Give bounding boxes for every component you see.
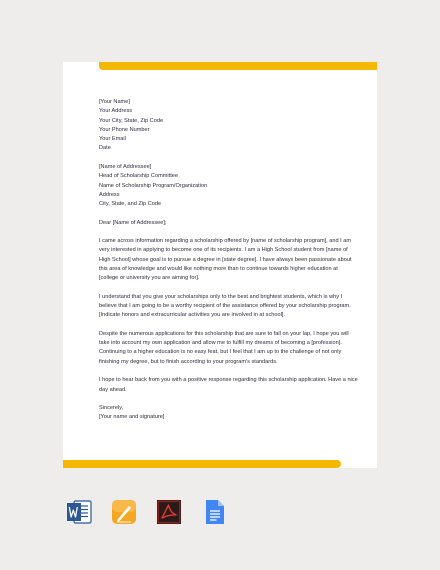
sender-city: Your City, State, Zip Code (99, 117, 164, 124)
closing-block (99, 404, 349, 423)
paragraph-4 (99, 376, 358, 395)
recipient-title: Head of Scholarship Committee (99, 173, 178, 180)
google-docs-icon[interactable] (201, 499, 227, 525)
recipient-name: [Name of Addressee] (99, 163, 152, 170)
paragraph-line: I hope to hear back from you with a positive response regarding this scholarship application. Have a nice (99, 377, 358, 384)
paragraph-line: High School] whose goal is to pursue a degree in [state degree]. I have always been passionate about (99, 256, 352, 263)
paragraph-line: Continuing to a higher education is no easy feat, but I feel that I am up to the challenge of not only (99, 349, 342, 356)
paragraph-line: finishing my degree, but to finish according to your program's standards. (99, 358, 278, 365)
recipient-address: Address (99, 191, 120, 198)
recipient-city: City, State, and Zip Code (99, 201, 162, 208)
sender-name: [Your Name] (99, 99, 130, 105)
sender-block (99, 98, 349, 154)
sender-phone: Your Phone Number (99, 126, 150, 133)
paragraph-line: I understand that you give your scholarships only to the best and brightest students, which is why I (99, 293, 343, 300)
paragraph-line: this area of knowledge and would like nothing more than to continue towards higher education at (99, 266, 338, 273)
letter-body (99, 98, 358, 423)
salutation: Dear [Name of Addressee]; (99, 219, 167, 226)
paragraph-line: Despite the numerous applications for this scholarship that are sure to fall on your lap, I hope you will (99, 330, 349, 337)
sender-email: Your Email (99, 136, 126, 143)
paragraph-3 (99, 330, 349, 367)
paragraph-line: take into account my own application and allow me to fulfill my dreams of becoming a [profession]. (99, 340, 342, 347)
paragraph-line: [college or university you are aiming for]. (99, 275, 200, 282)
word-icon[interactable] (66, 499, 92, 525)
document-page (63, 62, 377, 468)
recipient-block (99, 163, 349, 209)
sender-address: Your Address (99, 108, 133, 115)
pages-icon[interactable] (111, 499, 137, 525)
recipient-organization: Name of Scholarship Program/Organization (99, 182, 208, 189)
bottom-accent-bar (63, 460, 341, 468)
paragraph-line: day ahead. (99, 386, 127, 393)
letter-date: Date (99, 145, 111, 152)
paragraph-line: very interested in applying to become one of its recipients. I am a High School student from [name of (99, 247, 348, 254)
top-accent-bar (99, 62, 377, 70)
paragraph-line: [Indicate honors and extracurricular activities you are involved in at school]. (99, 312, 285, 319)
format-icons (66, 499, 227, 525)
paragraph-1 (99, 237, 352, 283)
paragraph-2 (99, 293, 349, 321)
closing: Sincerely, (99, 405, 124, 412)
paragraph-line: believe that I am going to be a worthy recipient of the assistance offered by your scholarship program. (99, 303, 351, 310)
acrobat-icon[interactable] (156, 499, 182, 525)
signature: [Your name and signature] (99, 414, 165, 421)
paragraph-line: I came across information regarding a scholarship offered by [name of scholarship program], and I am (99, 238, 352, 245)
